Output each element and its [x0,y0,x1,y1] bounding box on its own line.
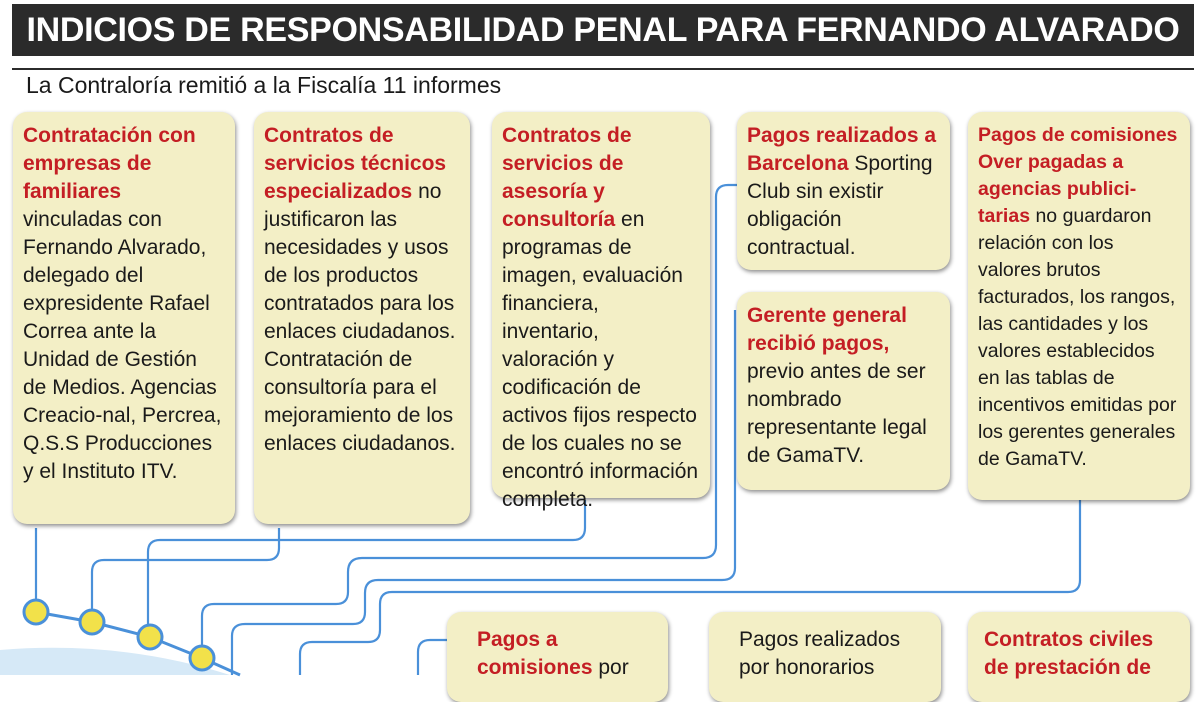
info-box-7 [447,612,668,702]
box-3-body: en programas de imagen, evaluación financiera, inventario, valoración y codificación de activos fijos respecto de los cuales no se encontró información completa. [502,208,699,511]
box-2-body: no justificaron las necesidades y usos de los productos contratados para los enlaces ciudadanos. Contratación de consultoría para el mejoramiento de los enlaces ciudadanos. [264,180,456,455]
connector-line-6 [300,500,1080,675]
info-box-2 [254,112,470,524]
box-5-body: previo antes de ser nombrado representante legal de GamaTV. [747,360,927,467]
info-box-1 [13,112,235,524]
info-box-6 [968,112,1190,500]
node-2 [80,610,104,634]
box-1-body: vinculadas con Fernando Alvarado, delegado del expresidente Rafael Correa ante la Unidad de Gestión de Medios. Agencias Creacio-nal, Percrea, Q.S.S Producciones y el Instituto ITV. [23,208,222,483]
box-6-heading: Pagos de comisiones Over pagadas a agencias publici-tarias [978,124,1178,227]
info-box-4 [737,112,950,270]
box-7-heading: Pagos a comisiones [477,628,593,679]
info-box-3 [492,112,710,511]
node-3 [138,625,162,649]
box-2-heading: Contratos de servicios técnicos especializados [264,124,447,203]
box-8-body: Pagos realizados por honorarios [739,628,901,679]
info-box-9 [968,612,1190,702]
box-4-body: Sporting Club sin existir obligación contractual. [747,152,933,259]
box-1-heading: Contratación con empresas de familiares [23,124,196,203]
subtitle: La Contraloría remitió a la Fiscalía 11 informes [26,72,502,98]
node-1 [24,600,48,624]
box-7-body: por [592,656,629,679]
box-9-heading: Contratos civiles de prestación de [984,628,1154,679]
node-4 [190,646,214,670]
box-3-heading: Contratos de servicios de asesoría y consultoría [502,124,632,231]
info-box-8 [709,612,941,702]
box-6-body: no guardaron relación con los valores brutos facturados, los rangos, las cantidades y los valores establecidos en las tablas de incentivos emitidas por los gerentes generales de GamaTV. [978,205,1177,470]
info-box-5 [737,292,950,490]
box-5-heading: Gerente general recibió pagos, [747,304,907,355]
box-4-heading: Pagos realizados a Barcelona [747,124,937,175]
page-title: INDICIOS DE RESPONSABILIDAD PENAL PARA FERNANDO ALVARADO [12,4,1194,56]
